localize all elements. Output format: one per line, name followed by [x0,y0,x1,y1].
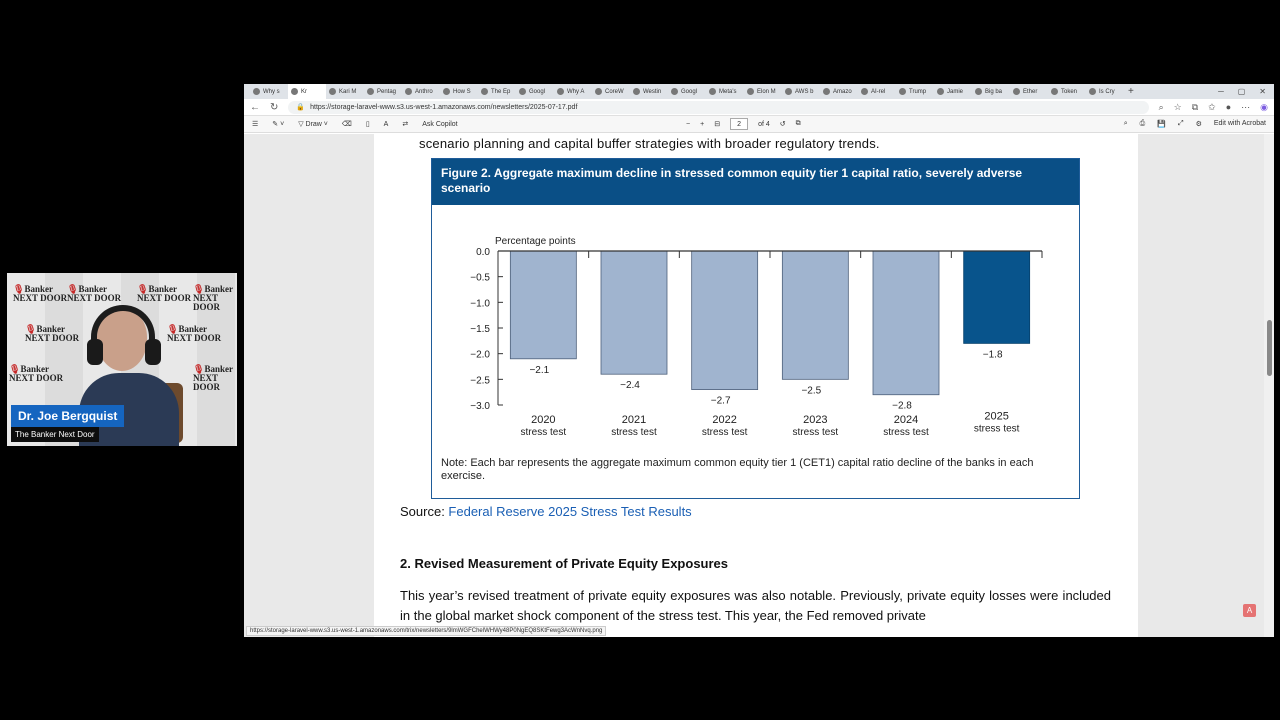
bar-5 [964,251,1030,343]
y-tick-label: −3.0 [470,401,490,412]
tab-favicon-icon [823,88,830,95]
x-tick-label: stress test [701,427,748,438]
favorites-list-icon[interactable]: ✩ [1208,101,1216,112]
tab-favicon-icon [975,88,982,95]
webcam-feed: 🎙Banker NEXT DOOR 🎙Banker NEXT DOOR 🎙Banker NEXT DOOR 🎙Banker NEXT DOOR 🎙Banker NEXT DOOR 🎙Banker NEXT DOOR 🎙Banker NEXT DOOR 🎙Banker NEXT DOOR [7,273,237,446]
tab-favicon-icon [937,88,944,95]
bar-2 [692,251,758,390]
y-tick-label: −2.0 [470,349,490,361]
zoom-icon[interactable]: ⌕ [1158,101,1164,112]
x-tick-label: stress test [520,427,567,438]
scrollbar[interactable] [1264,134,1274,637]
tab-label: Token [1061,88,1078,95]
tab-label: AWS b [795,88,814,95]
y-axis-label: Percentage points [495,236,576,247]
browser-tab[interactable] [592,84,630,99]
url-field[interactable]: 🔒 https://storage-laravel-www.s3.us-west-1.amazonaws.com/newsletters/2025-07-17.pdf [288,101,1148,114]
tab-label: Amazo [833,88,852,95]
highlight-icon[interactable]: ✎ ˅ [272,121,285,128]
browser-tab[interactable] [516,84,554,99]
read-aloud-icon[interactable]: A [383,120,389,128]
x-tick-label: 2020 [531,414,556,426]
browser-tab[interactable] [934,84,972,99]
page-count: of 4 [758,120,770,128]
section-heading: 2. Revised Measurement of Private Equity Exposures [400,556,729,571]
tab-label: The Ep [491,88,511,95]
pdf-viewer[interactable] [244,134,1274,637]
y-tick-label: −2.5 [470,375,490,387]
browser-tab[interactable] [402,84,440,99]
bar-value-label: −2.5 [801,385,822,397]
page-number-input[interactable]: 2 [730,118,748,130]
back-icon[interactable]: ← [250,101,260,113]
x-tick-label: 2025 [984,410,1009,423]
tab-label: Kari M [339,88,357,95]
y-tick-label: −1.0 [470,298,490,310]
tab-label: Jamie [947,88,964,95]
scroll-thumb[interactable] [1267,320,1272,376]
tab-label: CoreW [605,88,624,95]
pdf-toolbar [244,116,1274,133]
presenter-subtitle: The Banker Next Door [11,427,99,442]
browser-tab[interactable] [1048,84,1086,99]
tab-label: Big ba [985,88,1003,95]
tab-favicon-icon [1089,88,1096,95]
tab-favicon-icon [329,88,336,95]
new-tab-button[interactable]: + [1128,86,1134,97]
fullscreen-icon[interactable]: ⤢ [1177,120,1184,127]
tab-label: Elon M [757,88,776,95]
tab-favicon-icon [671,88,678,95]
x-tick-label: 2022 [712,414,737,426]
figure-note: Note: Each bar represents the aggregate maximum common equity tier 1 (CET1) capital ratio decline of the banks in each exercise. [441,457,1034,482]
find-icon[interactable]: ⌕ [1123,120,1128,127]
tab-label: Why A [567,88,585,95]
y-tick-label: 0.0 [476,247,490,258]
tab-label: How S [453,88,471,95]
tab-label: Trump [909,88,927,95]
tab-label: Googl [681,88,698,95]
settings-gear-icon[interactable]: ⚙ [1195,121,1202,128]
tab-favicon-icon [367,88,374,95]
copilot-icon[interactable]: ◉ [1260,101,1268,112]
close-icon[interactable]: ✕ [1259,87,1266,96]
browser-tab[interactable] [630,84,668,99]
tab-label: Is Cry [1099,88,1115,95]
browser-tab[interactable] [896,84,934,99]
tab-label: Ether [1023,88,1038,95]
browser-tab[interactable] [744,84,782,99]
address-bar [244,99,1274,116]
intro-line: scenario planning and capital buffer strategies with broader regulatory trends. [419,136,880,151]
tab-label: Googl [529,88,546,95]
tab-favicon-icon [519,88,526,95]
tab-label: Pentag [377,88,397,95]
presenter-name: Dr. Joe Bergquist [11,405,124,427]
maximize-icon[interactable]: ▢ [1237,87,1246,96]
bar-chart [432,205,1079,455]
bar-4 [873,251,939,395]
tab-favicon-icon [747,88,754,95]
browser-tab[interactable] [250,84,288,99]
profile-avatar[interactable]: ● [1225,102,1232,112]
print-icon[interactable]: ⎙ [1139,120,1146,127]
tab-favicon-icon [405,88,412,95]
browser-tab[interactable] [288,84,326,99]
tab-favicon-icon [899,88,906,95]
more-menu-icon[interactable]: ⋯ [1241,101,1251,112]
tab-favicon-icon [633,88,640,95]
x-tick-label: stress test [883,427,929,438]
bar-value-label: −2.7 [710,395,731,407]
bar-3 [782,251,848,379]
browser-tab[interactable] [440,84,478,99]
minimize-icon[interactable]: ─ [1218,87,1224,96]
browser-tab[interactable] [478,84,516,99]
browser-tab[interactable] [706,84,744,99]
tab-label: Meta's [719,88,737,95]
pdf-page [374,134,1138,637]
browser-tab[interactable] [782,84,820,99]
tab-favicon-icon [595,88,602,95]
x-tick-label: 2021 [621,414,647,426]
figure-2 [431,158,1080,499]
acrobat-icon[interactable]: A [1243,604,1256,617]
browser-tab[interactable] [820,84,858,99]
x-tick-label: stress test [973,423,1020,435]
rotate-icon[interactable]: ↺ [779,121,786,128]
edit-with-acrobat-button[interactable]: Edit with Acrobat [1213,120,1266,127]
x-tick-label: 2024 [893,414,919,426]
favorite-icon[interactable]: ☆ [1173,101,1182,112]
save-icon[interactable]: 💾 [1157,121,1166,128]
bar-value-label: −2.1 [529,364,550,376]
fit-page-icon[interactable]: ⊟ [714,121,721,128]
tab-favicon-icon [557,88,564,95]
browser-tab[interactable] [326,84,364,99]
bar-value-label: −1.8 [982,349,1003,361]
source-line: Source: Federal Reserve 2025 Stress Test Results [400,504,692,519]
lock-icon: 🔒 [296,104,306,111]
tab-favicon-icon [861,88,868,95]
bar-value-label: −2.4 [620,380,640,392]
two-page-icon[interactable]: ⧉ [795,120,801,127]
status-url: https://storage-laravel-www.s3.us-west-1.amazonaws.com/trix/newsletters/9lmWGFChelWHWy48P0NgEQ8SKtFewg3AcWnNvq.png [246,626,606,636]
browser-tab[interactable] [554,84,592,99]
tab-favicon-icon [443,88,450,95]
draw-button[interactable]: ▽ Draw ˅ [298,121,328,128]
tab-favicon-icon [253,88,260,95]
tab-favicon-icon [291,88,298,95]
tab-favicon-icon [785,88,792,95]
bar-1 [601,251,667,374]
figure-title: Figure 2. Aggregate maximum decline in stressed common equity tier 1 capital ratio, severely adverse scenario [432,159,1079,205]
tab-label: AI-rel [871,88,886,95]
tab-label: Why s [263,88,280,95]
y-tick-label: −0.5 [470,272,490,284]
ask-copilot-button[interactable]: Ask Copilot [422,120,458,128]
x-tick-label: stress test [792,427,839,438]
y-tick-label: −1.5 [470,324,490,335]
extensions-icon[interactable]: ⧉ [1191,101,1199,112]
bar-0 [510,251,576,359]
tab-favicon-icon [1013,88,1020,95]
browser-tab[interactable] [858,84,896,99]
tab-favicon-icon [1051,88,1058,95]
contents-icon[interactable]: ☰ [252,121,259,128]
tab-label: Kr [301,88,307,95]
refresh-icon[interactable]: ↻ [270,101,279,113]
browser-tab[interactable] [972,84,1010,99]
source-link[interactable]: Federal Reserve 2025 Stress Test Results [448,504,692,519]
zoom-out-icon[interactable]: − [686,120,691,128]
tab-strip [244,84,1274,99]
eraser-icon[interactable]: ⌫ [341,121,352,128]
browser-tab[interactable] [1010,84,1048,99]
tab-label: Anthro [415,88,433,95]
translate-icon[interactable]: ⇄ [402,121,409,128]
bar-value-label: −2.8 [892,400,912,412]
browser-tab[interactable] [668,84,706,99]
browser-window [244,84,1274,637]
x-tick-label: 2023 [803,414,828,426]
browser-tab[interactable] [1086,84,1124,99]
tab-favicon-icon [709,88,716,95]
body-paragraph: This year’s revised treatment of private equity exposures was also notable. Previously, private equity losses were included in the global market shock component of the stress test. This year, the Fed removed private [400,588,1111,623]
zoom-in-icon[interactable]: + [700,120,705,128]
tab-label: Westin [643,88,662,95]
x-tick-label: stress test [611,427,657,438]
tab-favicon-icon [481,88,488,95]
page-view-icon[interactable]: ▯ [365,121,370,128]
browser-tab[interactable] [364,84,402,99]
